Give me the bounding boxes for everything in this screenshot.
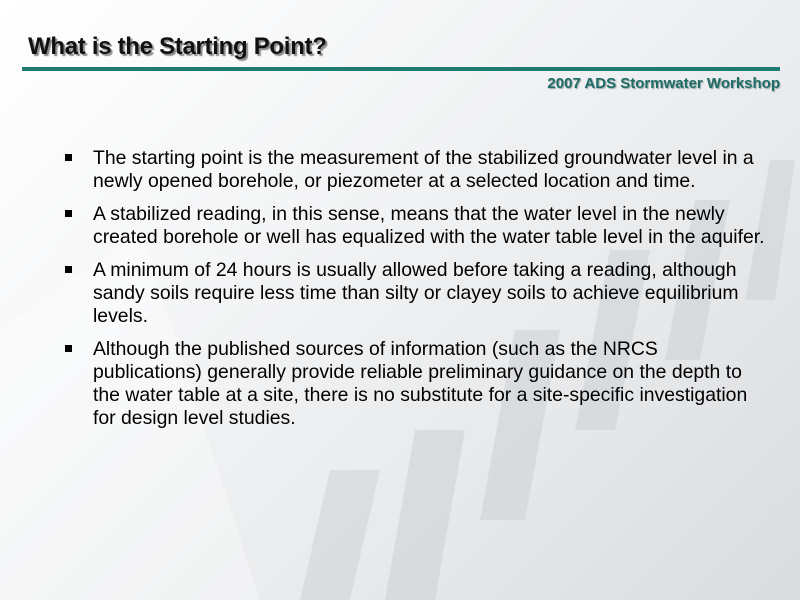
bullet-item [60, 203, 770, 249]
square-bullet-icon [65, 210, 72, 217]
square-bullet-icon [65, 154, 72, 161]
square-bullet-icon [65, 266, 72, 273]
title-divider [22, 67, 780, 71]
workshop-subtitle: 2007 ADS Stormwater Workshop [547, 75, 780, 92]
bullet-item [60, 147, 770, 193]
bullet-list [60, 147, 770, 440]
bullet-text: The starting point is the measurement of the stabilized groundwater level in a newly opened borehole, or piezometer at a selected location and time. [93, 147, 754, 192]
bullet-item [60, 338, 770, 430]
bullet-text: A stabilized reading, in this sense, means that the water level in the newly created borehole or well has equalized with the water table level in the aquifer. [93, 203, 765, 248]
bullet-item [60, 259, 770, 328]
bullet-text: Although the published sources of information (such as the NRCS publications) generally provide reliable preliminary guidance on the depth to the water table at a site, there is no substitute for a site-specific investigation for design level studies. [93, 338, 748, 429]
square-bullet-icon [65, 345, 72, 352]
bullet-text: A minimum of 24 hours is usually allowed before taking a reading, although sandy soils require less time than silty or clayey soils to achieve equilibrium levels. [93, 259, 739, 327]
slide-title: What is the Starting Point? [28, 33, 327, 60]
